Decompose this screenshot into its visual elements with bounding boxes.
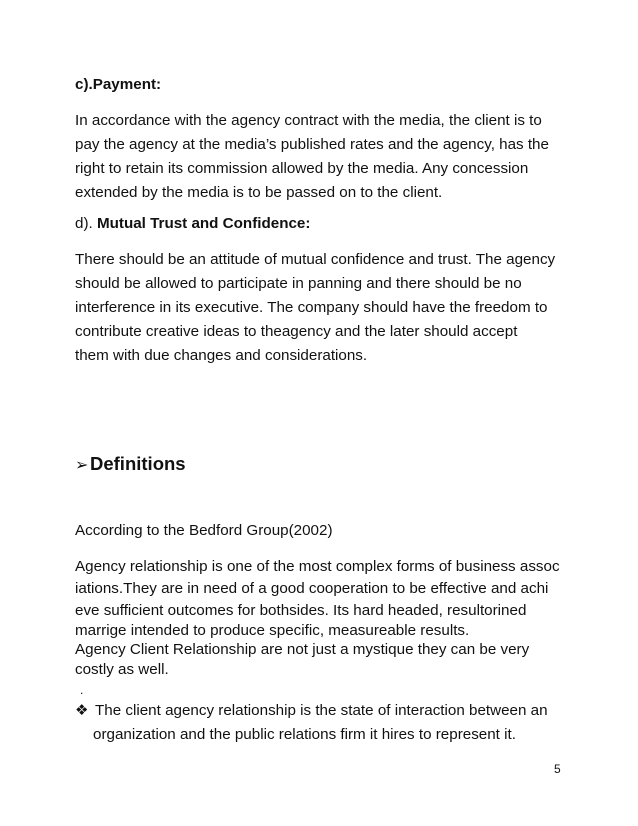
trust-heading: Mutual Trust and Confidence: bbox=[96, 215, 311, 232]
trust-line: interference in its executive. The company should have the freedom to bbox=[75, 299, 548, 316]
definitions-line: Agency Client Relationship are not just a mystique they can be very bbox=[75, 641, 530, 658]
page-number: 5 bbox=[554, 762, 561, 776]
trust-line: contribute creative ideas to theagency and the later should accept bbox=[75, 323, 518, 340]
definitions-line: marrige intended to produce specific, measureable results. bbox=[75, 622, 470, 639]
payment-line: right to retain its commission allowed by the media. Any concession bbox=[75, 160, 529, 177]
definitions-line: iations.They are in need of a good cooperation to be effective and achi bbox=[75, 580, 549, 597]
trust-line: them with due changes and considerations. bbox=[75, 347, 368, 364]
trust-line: There should be an attitude of mutual confidence and trust. The agency bbox=[75, 251, 556, 268]
arrow-bullet-icon: ➢ bbox=[75, 457, 89, 474]
definitions-heading-row bbox=[75, 452, 186, 478]
payment-line: extended by the media is to be passed on to the client. bbox=[75, 184, 443, 201]
definitions-source: According to the Bedford Group(2002) bbox=[75, 522, 333, 539]
trust-heading-row bbox=[75, 215, 310, 233]
bullet-line: The client agency relationship is the state of interaction between an bbox=[95, 702, 548, 719]
definitions-line: costly as well. bbox=[75, 661, 169, 678]
definitions-heading: Definitions bbox=[90, 453, 186, 474]
definitions-line: eve sufficient outcomes for bothsides. Its hard headed, resultorined bbox=[75, 602, 527, 619]
trust-line: should be allowed to participate in panning and there should be no bbox=[75, 275, 522, 292]
trust-prefix: d). bbox=[75, 215, 97, 232]
payment-heading: c).Payment: bbox=[75, 76, 162, 93]
diamond-bullet-icon: ❖ bbox=[75, 702, 89, 719]
payment-line: In accordance with the agency contract with the media, the client is to bbox=[75, 112, 542, 129]
stray-dot: . bbox=[80, 683, 84, 697]
bullet-line: organization and the public relations firm it hires to represent it. bbox=[93, 726, 516, 743]
definitions-line: Agency relationship is one of the most complex forms of business assoc bbox=[75, 558, 560, 575]
payment-line: pay the agency at the media’s published rates and the agency, has the bbox=[75, 136, 549, 153]
